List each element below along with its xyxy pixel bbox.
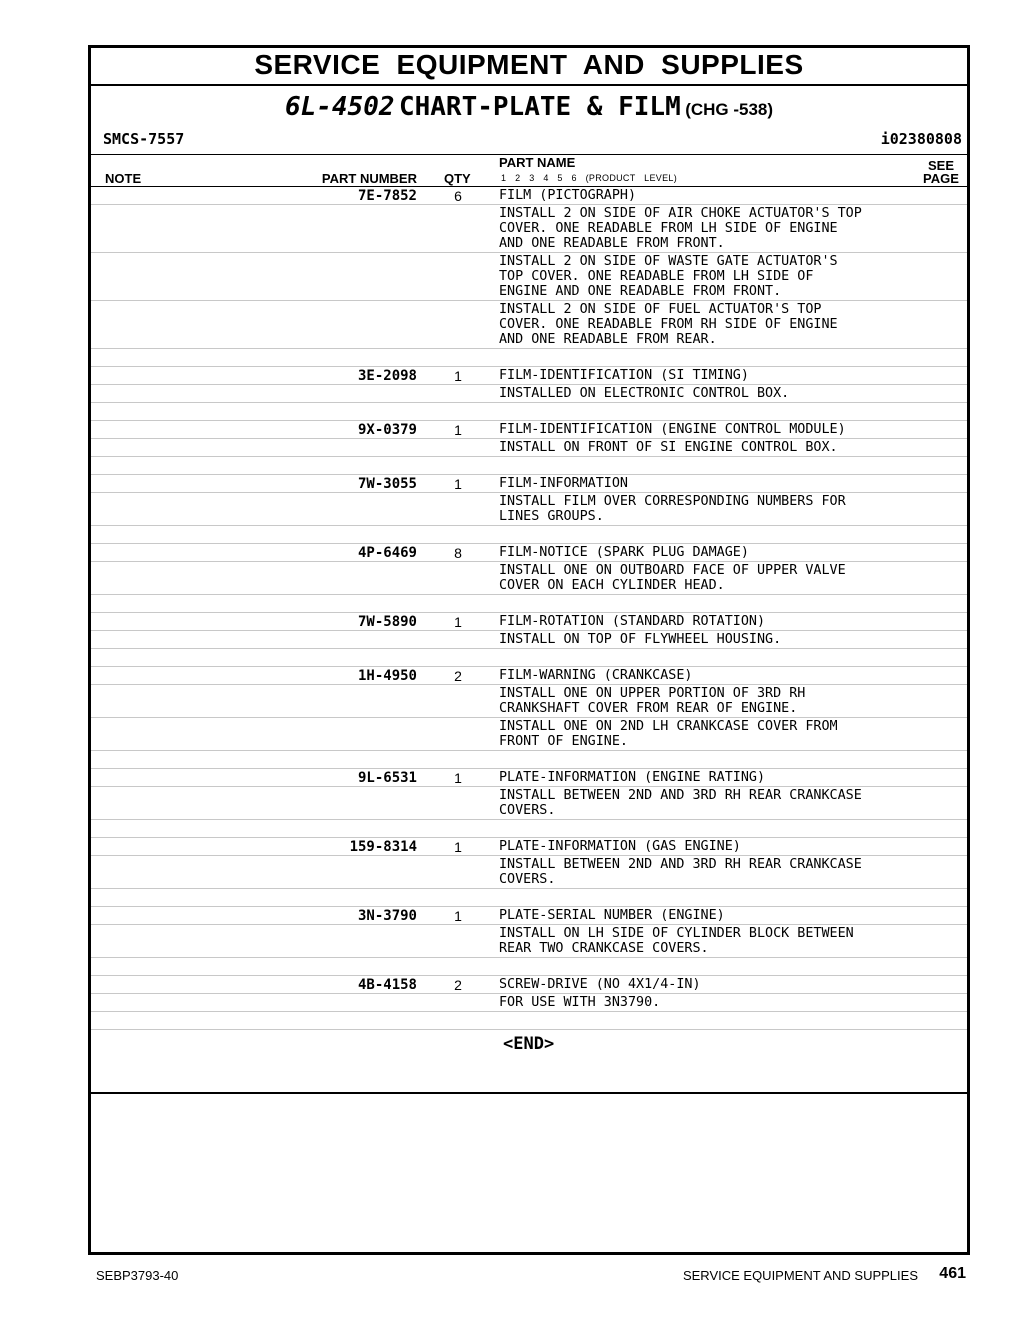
install-note: FOR USE WITH 3N3790.	[499, 995, 661, 1010]
install-note: INSTALL ON TOP OF FLYWHEEL HOUSING.	[499, 632, 782, 647]
chart-part-number: 6L-4502	[284, 92, 395, 122]
column-header-qty: QTY	[444, 171, 471, 186]
install-note: INSTALLED ON ELECTRONIC CONTROL BOX.	[499, 386, 790, 401]
part-number: 3N-3790	[357, 908, 417, 924]
part-name: FILM-WARNING (CRANKCASE)	[499, 668, 693, 683]
column-header-see-page	[923, 159, 959, 185]
footer-page-number: 461	[939, 1265, 966, 1282]
table-row	[91, 613, 967, 631]
quantity: 8	[454, 545, 462, 561]
part-name: FILM (PICTOGRAPH)	[499, 188, 637, 203]
column-header-part-name: PART NAME	[499, 155, 576, 170]
table-row	[91, 667, 967, 685]
table-bottom-rule	[91, 1092, 967, 1094]
table-row	[91, 769, 967, 787]
spacer-row	[91, 751, 967, 769]
quantity: 1	[454, 614, 462, 630]
part-number: 159-8314	[349, 839, 417, 855]
part-name: FILM-IDENTIFICATION (ENGINE CONTROL MODULE)	[499, 422, 846, 437]
column-header-note: NOTE	[105, 171, 142, 186]
install-note: INSTALL 2 ON SIDE OF WASTE GATE ACTUATOR'S TOP COVER. ONE READABLE FROM LH SIDE OF ENGINE AND ONE READABLE FROM FRONT.	[499, 254, 838, 299]
table-row	[91, 994, 967, 1012]
part-number: 1H-4950	[357, 668, 417, 684]
change-number: (CHG -538)	[685, 100, 774, 119]
footer-doc-number: SEBP3793-40	[96, 1268, 179, 1283]
spacer-row	[91, 457, 967, 475]
table-row	[91, 205, 967, 253]
quantity: 1	[454, 839, 462, 855]
part-name: PLATE-INFORMATION (GAS ENGINE)	[499, 839, 741, 854]
quantity: 1	[454, 476, 462, 492]
part-number: 7W-3055	[357, 476, 417, 492]
part-name: FILM-IDENTIFICATION (SI TIMING)	[499, 368, 749, 383]
part-number: 9X-0379	[357, 422, 417, 438]
spacer-row	[91, 595, 967, 613]
smcs-code: SMCS-7557	[103, 130, 185, 148]
install-note: INSTALL ON FRONT OF SI ENGINE CONTROL BOX.	[499, 440, 838, 455]
spacer-row	[91, 889, 967, 907]
chart-part-name: CHART-PLATE & FILM	[398, 92, 681, 122]
part-number: 7E-7852	[357, 188, 417, 204]
install-note: INSTALL 2 ON SIDE OF FUEL ACTUATOR'S TOP COVER. ONE READABLE FROM RH SIDE OF ENGINE AND ONE READABLE FROM REAR.	[499, 302, 838, 347]
table-row	[91, 562, 967, 595]
part-number: 4P-6469	[357, 545, 417, 561]
part-number: 3E-2098	[357, 368, 417, 384]
table-row	[91, 838, 967, 856]
install-note: INSTALL ONE ON UPPER PORTION OF 3RD RH CRANKSHAFT COVER FROM REAR OF ENGINE.	[499, 686, 806, 716]
section-title: SERVICE EQUIPMENT AND SUPPLIES	[254, 49, 804, 80]
see-label: SEE	[927, 158, 954, 173]
table-row	[91, 187, 967, 205]
install-note: INSTALL ONE ON OUTBOARD FACE OF UPPER VALVE COVER ON EACH CYLINDER HEAD.	[499, 563, 846, 593]
table-row	[91, 301, 967, 349]
install-note: INSTALL ON LH SIDE OF CYLINDER BLOCK BETWEEN REAR TWO CRANKCASE COVERS.	[499, 926, 854, 956]
column-header-part-number: PART NUMBER	[321, 171, 417, 186]
quantity: 1	[454, 908, 462, 924]
table-row	[91, 631, 967, 649]
column-header-product-levels: 1 2 3 4 5 6 (PRODUCT LEVEL)	[501, 173, 677, 183]
spacer-row	[91, 820, 967, 838]
quantity: 1	[454, 770, 462, 786]
table-row	[91, 439, 967, 457]
spacer-row	[91, 1012, 967, 1030]
footer-section: SERVICE EQUIPMENT AND SUPPLIES	[682, 1268, 918, 1283]
parts-table	[91, 187, 967, 1060]
table-row	[91, 421, 967, 439]
install-note: INSTALL BETWEEN 2ND AND 3RD RH REAR CRANKCASE COVERS.	[499, 788, 862, 818]
table-row	[91, 976, 967, 994]
page-label: PAGE	[923, 171, 959, 186]
part-name: SCREW-DRIVE (NO 4X1/4-IN)	[499, 977, 701, 992]
document-id: i02380808	[880, 130, 962, 148]
quantity: 6	[454, 188, 462, 204]
install-note: INSTALL ONE ON 2ND LH CRANKCASE COVER FROM FRONT OF ENGINE.	[499, 719, 838, 749]
table-row	[91, 475, 967, 493]
part-name: FILM-INFORMATION	[499, 476, 628, 491]
spacer-row	[91, 958, 967, 976]
part-name: FILM-NOTICE (SPARK PLUG DAMAGE)	[499, 545, 749, 560]
table-row	[91, 367, 967, 385]
quantity: 1	[454, 368, 462, 384]
part-name: PLATE-SERIAL NUMBER (ENGINE)	[499, 908, 725, 923]
section-title-bar	[91, 48, 967, 86]
table-row	[91, 493, 967, 526]
table-row	[91, 856, 967, 889]
spacer-row	[91, 526, 967, 544]
quantity: 2	[454, 668, 462, 684]
end-marker: <END>	[503, 1034, 555, 1054]
install-note: INSTALL FILM OVER CORRESPONDING NUMBERS FOR LINES GROUPS.	[499, 494, 846, 524]
quantity: 2	[454, 977, 462, 993]
table-row	[91, 385, 967, 403]
spacer-row	[91, 403, 967, 421]
part-name: PLATE-INFORMATION (ENGINE RATING)	[499, 770, 766, 785]
spacer-row	[91, 649, 967, 667]
part-number: 9L-6531	[357, 770, 417, 786]
end-row	[91, 1030, 967, 1060]
table-row	[91, 253, 967, 301]
spacer-row	[91, 349, 967, 367]
table-row	[91, 685, 967, 718]
part-name: FILM-ROTATION (STANDARD ROTATION)	[499, 614, 766, 629]
install-note: INSTALL BETWEEN 2ND AND 3RD RH REAR CRANKCASE COVERS.	[499, 857, 862, 887]
page-frame	[88, 45, 970, 1255]
table-row	[91, 787, 967, 820]
table-row	[91, 718, 967, 751]
table-row	[91, 907, 967, 925]
part-number: 4B-4158	[357, 977, 417, 993]
table-row	[91, 544, 967, 562]
part-number: 7W-5890	[357, 614, 417, 630]
quantity: 1	[454, 422, 462, 438]
install-note: INSTALL 2 ON SIDE OF AIR CHOKE ACTUATOR'S TOP COVER. ONE READABLE FROM LH SIDE OF ENGINE AND ONE READABLE FROM FRONT.	[499, 206, 862, 251]
chart-title	[91, 92, 967, 122]
table-row	[91, 925, 967, 958]
